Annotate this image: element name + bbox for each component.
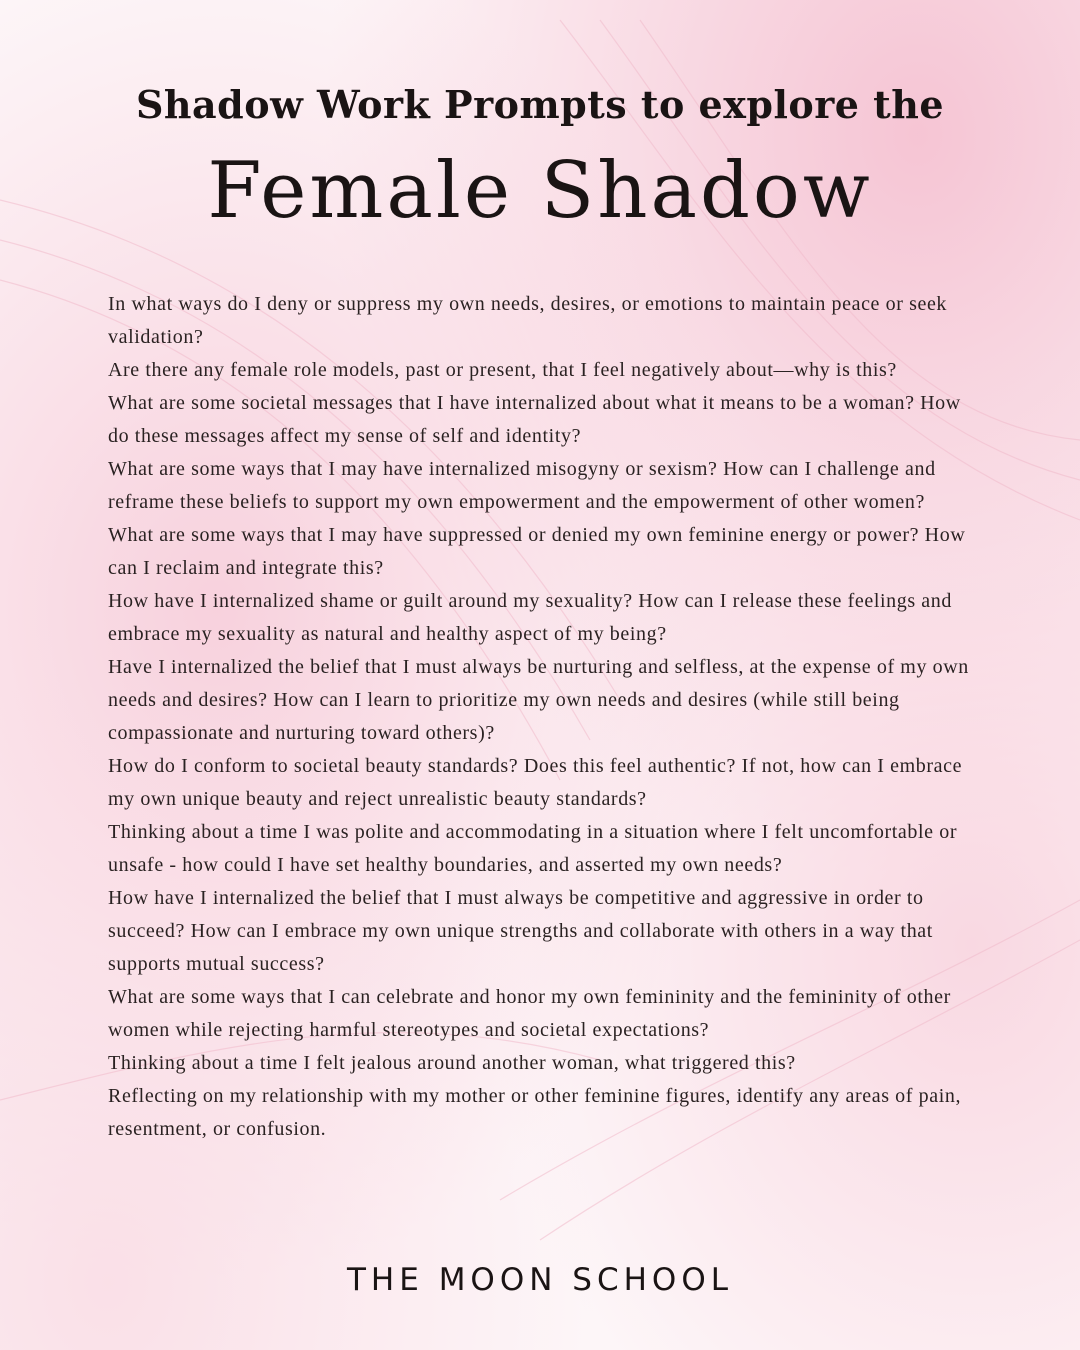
prompt-item: Thinking about a time I was polite and accommodating in a situation where I felt uncomfortable or unsafe - how could I have set healthy boundaries, and asserted my own needs? (108, 821, 958, 876)
prompt-item: In what ways do I deny or suppress my own needs, desires, or emotions to maintain peace or seek validation? (108, 293, 948, 348)
prompt-item: What are some ways that I may have suppressed or denied my own feminine energy or power? How can I reclaim and integrate this? (108, 524, 966, 579)
prompt-item: Are there any female role models, past or present, that I feel negatively about—why is this? (108, 359, 897, 381)
prompt-item: How have I internalized shame or guilt around my sexuality? How can I release these feelings and embrace my sexuality as natural and healthy aspect of my being? (108, 590, 952, 645)
prompt-item: Thinking about a time I felt jealous around another woman, what triggered this? (108, 1052, 796, 1074)
prompt-item: How have I internalized the belief that I must always be competitive and aggressive in order to succeed? How can I embrace my own unique strengths and collaborate with others in a way that supports mutual success? (108, 887, 933, 975)
prompt-item: What are some societal messages that I have internalized about what it means to be a woman? How do these messages affect my sense of self and identity? (108, 392, 961, 447)
prompt-item: How do I conform to societal beauty standards? Does this feel authentic? If not, how can I embrace my own unique beauty and reject unrealistic beauty standards? (108, 755, 963, 810)
page-title: Female Shadow (207, 146, 873, 236)
brand-logo-text: THE MOON SCHOOL (347, 1262, 733, 1298)
prompt-item: Have I internalized the belief that I must always be nurturing and selfless, at the expense of my own needs and desires? How can I learn to prioritize my own needs and desires (while still being compassionate and nurturing toward others)? (108, 656, 969, 744)
prompt-list (108, 288, 978, 1146)
page-subtitle: Shadow Work Prompts to explore the (135, 82, 945, 127)
prompt-item: What are some ways that I can celebrate and honor my own femininity and the femininity of other women while rejecting harmful stereotypes and societal expectations? (108, 986, 951, 1041)
prompt-item: Reflecting on my relationship with my mother or other feminine figures, identify any areas of pain, resentment, or confusion. (108, 1085, 962, 1140)
prompt-item: What are some ways that I may have internalized misogyny or sexism? How can I challenge and reframe these beliefs to support my own empowerment and the empowerment of other women? (108, 458, 936, 513)
